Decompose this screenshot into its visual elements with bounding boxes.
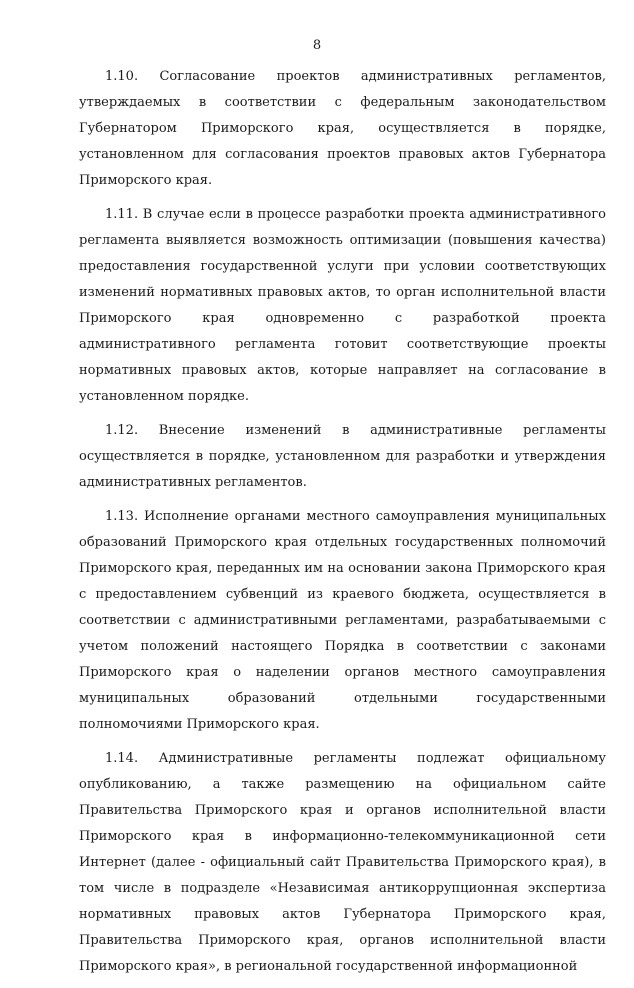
- page-number: 8: [312, 38, 322, 53]
- document-body: [79, 64, 606, 988]
- paragraph-1-12: 1.12. Внесение изменений в административные регламенты осуществляется в порядке, установленном для разработки и утверждения административных регламентов.: [79, 423, 606, 490]
- paragraph-1-14: 1.14. Административные регламенты подлежат официальному опубликованию, а также размещению на официальном сайте Правительства Приморского края и органов исполнительной власти Приморского края в информационно-телекоммуникационной сети Интернет (далее - официальный сайт Правительства Приморского края), в том числе в подразделе «Независимая антикоррупционная экспертиза нормативных правовых актов Губернатора Приморского края, Правительства Приморского края, органов исполнительной власти Приморского края», в региональной государственной информационной: [79, 751, 606, 974]
- paragraph-1-13: 1.13. Исполнение органами местного самоуправления муниципальных образований Приморского края отдельных государственных полномочий Приморского края, переданных им на основании закона Приморского края с предоставлением субвенций из краевого бюджета, осуществляется в соответствии с административными регламентами, разрабатываемыми с учетом положений настоящего Порядка в соответствии с законами Приморского края о наделении органов местного самоуправления муниципальных образований отдельными государственными полномочиями Приморского края.: [79, 509, 606, 732]
- paragraph-1-10: 1.10. Согласование проектов административных регламентов, утверждаемых в соответствии с федеральным законодательством Губернатором Приморского края, осуществляется в порядке, установленном для согласования проектов правовых актов Губернатора Приморского края.: [79, 69, 606, 188]
- paragraph-1-11: 1.11. В случае если в процессе разработки проекта административного регламента выявляется возможность оптимизации (повышения качества) предоставления государственной услуги при условии соответствующих изменений нормативных правовых актов, то орган исполнительной власти Приморского края одновременно с разработкой проекта административного регламента готовит соответствующие проекты нормативных правовых актов, которые направляет на согласование в установленном порядке.: [79, 207, 606, 404]
